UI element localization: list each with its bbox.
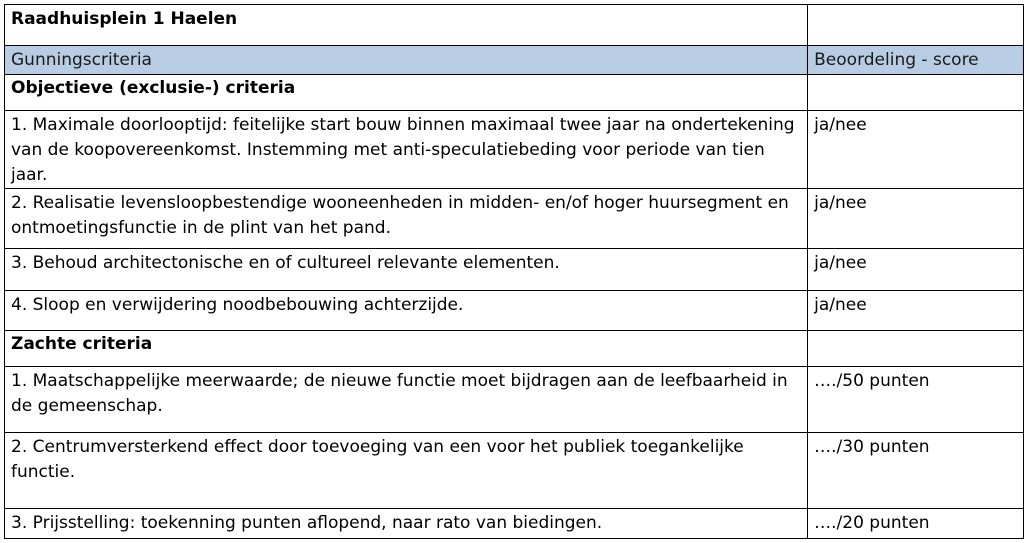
criterion-text: 4. Sloop en verwijdering noodbebouwing achterzijde. xyxy=(5,291,808,331)
table-row xyxy=(5,509,1024,539)
criterion-score: ja/nee xyxy=(808,189,1024,249)
criterion-text: 2. Realisatie levensloopbestendige wooneenheden in midden- en/of hoger huursegment en ontmoetingsfunctie in de plint van het pand. xyxy=(5,189,808,249)
criterion-text: 2. Centrumversterkend effect door toevoeging van een voor het publiek toegankelijke functie. xyxy=(5,433,808,509)
table-title: Raadhuisplein 1 Haelen xyxy=(5,5,808,46)
section-row-objective xyxy=(5,75,1024,111)
criterion-score: …./30 punten xyxy=(808,433,1024,509)
title-score-cell xyxy=(808,5,1024,46)
header-criteria: Gunningscriteria xyxy=(5,46,808,75)
header-score: Beoordeling - score xyxy=(808,46,1024,75)
criterion-score: …./20 punten xyxy=(808,509,1024,539)
criterion-score: ja/nee xyxy=(808,111,1024,189)
table-row xyxy=(5,433,1024,509)
header-row xyxy=(5,46,1024,75)
section-title-objective: Objectieve (exclusie-) criteria xyxy=(5,75,808,111)
title-row xyxy=(5,5,1024,46)
table-row xyxy=(5,291,1024,331)
criterion-score: …./50 punten xyxy=(808,367,1024,433)
criterion-text: 3. Prijsstelling: toekenning punten aflopend, naar rato van biedingen. xyxy=(5,509,808,539)
section-title-soft: Zachte criteria xyxy=(5,331,808,367)
criterion-text: 1. Maximale doorlooptijd: feitelijke start bouw binnen maximaal twee jaar na ondertekening van de koopovereenkomst. Instemming met anti-speculatiebeding voor periode van tien jaar. xyxy=(5,111,808,189)
table-row xyxy=(5,367,1024,433)
section-score-cell xyxy=(808,75,1024,111)
criteria-table xyxy=(4,4,1024,539)
table-row xyxy=(5,189,1024,249)
criterion-text: 1. Maatschappelijke meerwaarde; de nieuwe functie moet bijdragen aan de leefbaarheid in de gemeenschap. xyxy=(5,367,808,433)
criterion-text: 3. Behoud architectonische en of cultureel relevante elementen. xyxy=(5,249,808,291)
criterion-score: ja/nee xyxy=(808,291,1024,331)
table-row xyxy=(5,111,1024,189)
section-score-cell xyxy=(808,331,1024,367)
criterion-score: ja/nee xyxy=(808,249,1024,291)
section-row-soft xyxy=(5,331,1024,367)
table-row xyxy=(5,249,1024,291)
